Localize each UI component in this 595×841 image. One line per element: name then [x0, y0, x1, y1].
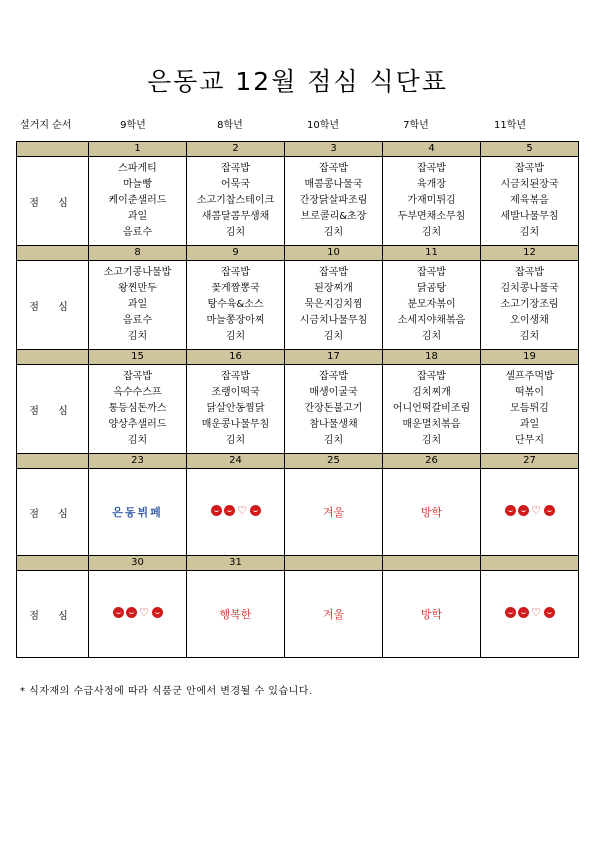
menu-cell — [285, 469, 383, 556]
meal-label: 점 심 — [17, 571, 89, 658]
menu-cell — [89, 157, 187, 246]
date-cell: 11 — [383, 246, 481, 261]
menu-item: 참나물생채 — [309, 419, 358, 430]
menu-cell — [285, 261, 383, 350]
grade-col-3: 10학년 — [306, 120, 340, 131]
smiley-face-icon — [113, 607, 124, 618]
menu-item: 닭살안동찜닭 — [206, 403, 265, 414]
meal-label: 점 심 — [17, 261, 89, 350]
menu-item: 음료수 — [123, 315, 152, 326]
menu-item: 잡곡밥 — [221, 267, 250, 278]
menu-item: 매생이굴국 — [309, 387, 358, 398]
menu-row — [17, 571, 579, 658]
menu-item: 셀프주먹밥 — [505, 371, 554, 382]
menu-item: 양상추샐러드 — [108, 419, 167, 430]
menu-item: 잡곡밥 — [319, 163, 348, 174]
menu-item: 시금치된장국 — [500, 179, 559, 190]
menu-item: 간장돈불고기 — [304, 403, 363, 414]
date-row — [17, 142, 579, 157]
menu-item: 오이생채 — [510, 315, 549, 326]
menu-item: 통등심돈까스 — [108, 403, 167, 414]
date-cell: 25 — [285, 454, 383, 469]
menu-item: 김치 — [225, 331, 246, 342]
menu-item: 김치 — [519, 331, 540, 342]
menu-cell — [481, 571, 579, 658]
menu-item: 잡곡밥 — [319, 267, 348, 278]
smiley-face-icon — [518, 505, 529, 516]
smiley-face-icon — [126, 607, 137, 618]
menu-item: 새콤달콤무생채 — [201, 211, 270, 222]
menu-item: 매운콩나물무침 — [201, 419, 270, 430]
menu-cell — [285, 365, 383, 454]
menu-cell — [187, 571, 285, 658]
footnote: * 식자재의 수급사정에 따라 식품군 안에서 변경될 수 있습니다. — [20, 686, 313, 697]
menu-item: 김치 — [323, 227, 344, 238]
menu-item: 스파게티 — [118, 163, 157, 174]
date-cell: 16 — [187, 350, 285, 365]
menu-item: 마늘빵 — [123, 179, 152, 190]
date-row-blank — [17, 454, 89, 469]
menu-item: 잡곡밥 — [515, 267, 544, 278]
menu-item: 잡곡밥 — [515, 163, 544, 174]
lunch-menu-table — [16, 141, 579, 658]
menu-cell — [383, 571, 481, 658]
date-row-blank — [17, 142, 89, 157]
date-cell: 19 — [481, 350, 579, 365]
date-cell: 4 — [383, 142, 481, 157]
date-cell: 2 — [187, 142, 285, 157]
date-cell: 30 — [89, 556, 187, 571]
date-cell: 15 — [89, 350, 187, 365]
smiley-face-icon — [211, 505, 222, 516]
menu-item: 분모자볶이 — [407, 299, 456, 310]
menu-row — [17, 365, 579, 454]
date-cell: 3 — [285, 142, 383, 157]
date-cell: 5 — [481, 142, 579, 157]
menu-item: 왕찐만두 — [118, 283, 157, 294]
menu-item: 매운멸치볶음 — [402, 419, 461, 430]
date-cell: 31 — [187, 556, 285, 571]
menu-item: 간장닭살파조림 — [299, 195, 368, 206]
date-cell: 27 — [481, 454, 579, 469]
menu-item: 조랭이떡국 — [211, 387, 260, 398]
menu-cell — [187, 261, 285, 350]
menu-item: 과일 — [519, 419, 540, 430]
menu-item: 김치 — [127, 435, 148, 446]
date-row-blank — [17, 350, 89, 365]
date-cell: 8 — [89, 246, 187, 261]
menu-item: 소세지야채볶음 — [397, 315, 466, 326]
date-cell: 23 — [89, 454, 187, 469]
special-menu-text: 겨울 — [322, 608, 345, 621]
menu-item: 탕수육&소스 — [207, 299, 264, 310]
smiley-face-icon — [505, 607, 516, 618]
menu-item: 두부면채소무침 — [397, 211, 466, 222]
smiley-face-icon — [505, 505, 516, 516]
menu-item: 김치 — [323, 331, 344, 342]
heart-icon: ♡ — [237, 504, 247, 517]
dish-order-header — [0, 116, 595, 130]
menu-row — [17, 157, 579, 246]
menu-cell — [285, 157, 383, 246]
menu-item: 된장찌개 — [314, 283, 353, 294]
menu-item: 소고기찹스테이크 — [196, 195, 275, 206]
menu-cell — [383, 157, 481, 246]
menu-cell — [481, 157, 579, 246]
menu-item: 소고기콩나물밥 — [103, 267, 172, 278]
date-cell — [481, 556, 579, 571]
heart-icon: ♡ — [531, 606, 541, 619]
grade-col-4: 7학년 — [403, 120, 429, 131]
menu-item: 잡곡밥 — [221, 163, 250, 174]
menu-cell — [481, 365, 579, 454]
page-title: 은동교 12월 점심 식단표 — [146, 67, 448, 96]
smiley-face-icon — [518, 607, 529, 618]
menu-cell — [89, 365, 187, 454]
menu-cell — [383, 365, 481, 454]
grade-col-2: 8학년 — [217, 120, 243, 131]
menu-item: 옥수수스프 — [113, 387, 162, 398]
smiley-face-icon — [224, 505, 235, 516]
menu-cell — [187, 157, 285, 246]
smiley-face-icon — [152, 607, 163, 618]
menu-item: 김치 — [421, 331, 442, 342]
menu-item: 가재미튀김 — [407, 195, 456, 206]
menu-item: 김치 — [225, 435, 246, 446]
meal-label: 점 심 — [17, 157, 89, 246]
date-cell — [285, 556, 383, 571]
smiley-face-icon — [544, 505, 555, 516]
date-cell: 18 — [383, 350, 481, 365]
menu-item: 과일 — [127, 211, 148, 222]
menu-item: 과일 — [127, 299, 148, 310]
date-row — [17, 350, 579, 365]
smiley-hearts-icon — [211, 505, 261, 516]
menu-item: 잡곡밥 — [319, 371, 348, 382]
special-menu-text: 방학 — [420, 506, 443, 519]
menu-cell — [89, 469, 187, 556]
menu-item: 육개장 — [417, 179, 446, 190]
menu-cell — [187, 365, 285, 454]
menu-item: 김치 — [323, 435, 344, 446]
menu-item: 잡곡밥 — [417, 371, 446, 382]
meal-label: 점 심 — [17, 469, 89, 556]
grade-col-5: 11학년 — [493, 120, 527, 131]
menu-row — [17, 261, 579, 350]
menu-item: 잡곡밥 — [123, 371, 152, 382]
meal-label: 점 심 — [17, 365, 89, 454]
menu-cell — [481, 261, 579, 350]
heart-icon: ♡ — [139, 606, 149, 619]
grade-col-1: 9학년 — [120, 120, 146, 131]
menu-cell — [89, 261, 187, 350]
menu-item: 김치 — [127, 331, 148, 342]
smiley-hearts-icon — [505, 505, 555, 516]
date-cell: 1 — [89, 142, 187, 157]
date-cell: 9 — [187, 246, 285, 261]
menu-item: 마늘쫑장아찌 — [206, 315, 265, 326]
menu-item: 김치 — [519, 227, 540, 238]
date-cell: 17 — [285, 350, 383, 365]
menu-cell — [89, 571, 187, 658]
menu-cell — [383, 261, 481, 350]
menu-item: 소고기장조림 — [500, 299, 559, 310]
menu-item: 닭곰탕 — [417, 283, 446, 294]
smiley-hearts-icon — [113, 607, 163, 618]
menu-item: 음료수 — [123, 227, 152, 238]
special-menu-text: 겨울 — [322, 506, 345, 519]
date-cell: 24 — [187, 454, 285, 469]
menu-item: 잡곡밥 — [221, 371, 250, 382]
menu-item: 김치찌개 — [412, 387, 451, 398]
special-menu-text: 행복한 — [219, 608, 252, 621]
menu-item: 잡곡밥 — [417, 267, 446, 278]
date-cell — [383, 556, 481, 571]
date-cell: 10 — [285, 246, 383, 261]
smiley-hearts-icon — [505, 607, 555, 618]
menu-row — [17, 469, 579, 556]
menu-item: 브로콜리&초장 — [300, 211, 367, 222]
menu-item: 제육볶음 — [510, 195, 549, 206]
menu-item: 떡볶이 — [515, 387, 544, 398]
menu-cell — [187, 469, 285, 556]
menu-item: 김치 — [421, 435, 442, 446]
menu-item: 단무지 — [515, 435, 544, 446]
menu-item: 모듬튀김 — [510, 403, 549, 414]
smiley-face-icon — [544, 607, 555, 618]
menu-item: 김치 — [421, 227, 442, 238]
menu-item: 어묵국 — [221, 179, 250, 190]
menu-item: 세발나물무침 — [500, 211, 559, 222]
date-cell: 12 — [481, 246, 579, 261]
menu-cell — [285, 571, 383, 658]
date-cell: 26 — [383, 454, 481, 469]
menu-item: 케이준샐러드 — [108, 195, 167, 206]
date-row-blank — [17, 556, 89, 571]
date-row — [17, 556, 579, 571]
menu-item: 김치콩나물국 — [500, 283, 559, 294]
menu-item: 꽃게짬뽕국 — [211, 283, 260, 294]
smiley-face-icon — [250, 505, 261, 516]
dish-order-label: 설거지 순서 — [20, 120, 72, 131]
menu-cell — [481, 469, 579, 556]
special-menu-text: 은동뷔페 — [112, 506, 163, 519]
menu-item: 매콤콩나물국 — [304, 179, 363, 190]
date-row — [17, 246, 579, 261]
menu-cell — [383, 469, 481, 556]
menu-item: 시금치나물무침 — [299, 315, 368, 326]
date-row-blank — [17, 246, 89, 261]
date-row — [17, 454, 579, 469]
menu-item: 묵은지김치찜 — [304, 299, 363, 310]
menu-item: 어니언떡갈비조림 — [392, 403, 471, 414]
menu-item: 김치 — [225, 227, 246, 238]
special-menu-text: 방학 — [420, 608, 443, 621]
heart-icon: ♡ — [531, 504, 541, 517]
menu-item: 잡곡밥 — [417, 163, 446, 174]
